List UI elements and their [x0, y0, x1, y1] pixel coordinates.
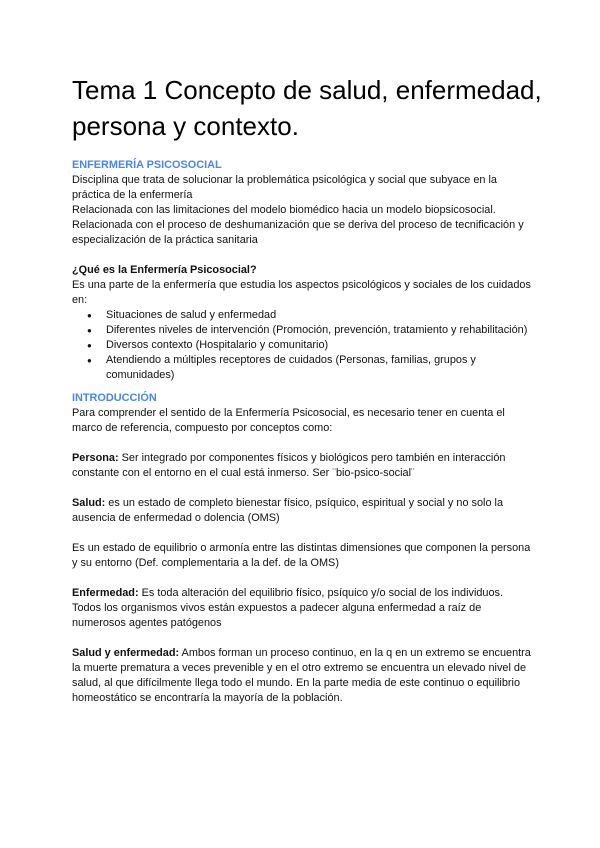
- list-item: ● Diversos contexto (Hospitalario y comunitario): [106, 338, 534, 353]
- section-heading-introduccion: INTRODUCCIÓN: [72, 392, 157, 404]
- definition-salud-enfermedad: Ambos forman un proceso continuo, en la q en un extremo se encuentra la muerte prematura a veces prevenible y en el otro extremo se encuentra un elevado nivel de salud, al que difícilmente llega todo el mundo. En la parte media de este continuo o equilibrio homeostático se encontraría la mayoría de la población.: [72, 647, 531, 704]
- list-item: ● Atendiendo a múltiples receptores de cuidados (Personas, familias, grupos y comunidades): [106, 353, 534, 383]
- term-salud: Salud:: [72, 497, 106, 509]
- definition-enfermedad: Es toda alteración del equilibrio físico, psíquico y/o social de los individuos. Todos los organismos vivos están expuestos a padecer alguna enfermedad a raíz de numerosos agentes patógenos: [72, 587, 504, 629]
- definition-salud: es un estado de completo bienestar físico, psíquico, espiritual y social y no solo la ausencia de enfermedad o dolencia (OMS): [72, 497, 504, 524]
- list-item: ● Diferentes niveles de intervención (Promoción, prevención, tratamiento y rehabilitación): [106, 323, 534, 338]
- paragraph-enfermedad: [72, 586, 534, 631]
- term-salud-enfermedad: Salud y enfermedad:: [72, 647, 180, 659]
- paragraph-modelo-biomedico: Relacionada con las limitaciones del modelo biomédico hacia un modelo biopsicosocial.: [72, 204, 496, 216]
- document-body: [72, 158, 534, 706]
- term-enfermedad: Enfermedad:: [72, 587, 139, 599]
- paragraph-persona: [72, 451, 534, 481]
- definition-persona: Ser integrado por componentes físicos y biológicos pero también en interacción constante con el entorno en el cual está inmerso. Ser ¨bio-psico-social¨: [72, 452, 506, 479]
- paragraph-salud: [72, 496, 534, 526]
- paragraph-disciplina: Disciplina que trata de solucionar la problemática psicológica y social que subyace en la práctica de la enfermería: [72, 174, 497, 201]
- term-persona: Persona:: [72, 452, 119, 464]
- paragraph-equilibrio: Es un estado de equilibrio o armonía entre las distintas dimensiones que componen la persona y su entorno (Def. complementaria a la def. de la OMS): [72, 542, 531, 569]
- paragraph-salud-enfermedad: [72, 646, 534, 706]
- bullet-list: [72, 308, 534, 383]
- paragraph-deshumanizacion: Relacionada con el proceso de deshumanización que se deriva del proceso de tecnificación y especialización de la práctica sanitaria: [72, 219, 524, 246]
- paragraph-definicion: Es una parte de la enfermería que estudia los aspectos psicológicos y sociales de los cuidados en:: [72, 279, 531, 306]
- page-title: Tema 1 Concepto de salud, enfermedad, persona y contexto.: [72, 75, 542, 141]
- section-heading-enfermeria-psicosocial: ENFERMERÍA PSICOSOCIAL: [72, 159, 222, 171]
- question-heading: ¿Qué es la Enfermería Psicosocial?: [72, 264, 257, 276]
- list-item: ● Situaciones de salud y enfermedad: [106, 308, 534, 323]
- paragraph-intro: Para comprender el sentido de la Enfermería Psicosocial, es necesario tener en cuenta el marco de referencia, compuesto por conceptos como:: [72, 407, 505, 434]
